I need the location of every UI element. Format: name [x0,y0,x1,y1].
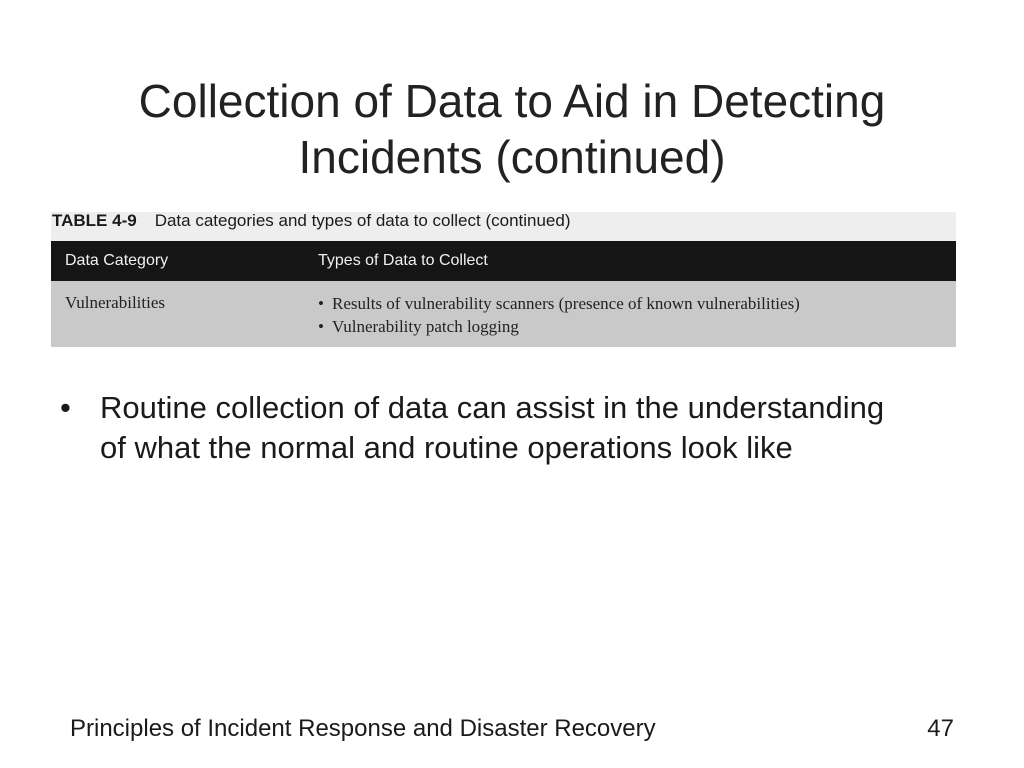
table-cell-types [318,281,956,347]
footer-text: Principles of Incident Response and Disaster Recovery [70,715,656,742]
table-header-types-of-data: Types of Data to Collect [318,252,488,269]
bullet-item [58,388,918,468]
table-row [51,281,956,347]
table-caption-text: Data categories and types of data to collect (continued) [154,211,571,230]
bullet-text: Routine collection of data can assist in the understanding of what the normal and routine operations look like [100,390,885,465]
bullet-dot-icon: • [60,390,71,425]
data-table-figure [51,208,956,347]
table-caption-label: TABLE 4-9 [52,211,137,230]
table-cell-category: Vulnerabilities [65,293,166,312]
bullet-list [58,388,918,468]
types-list [318,292,956,338]
types-list-item: • Results of vulnerability scanners (presence of known vulnerabilities) [318,292,956,315]
page-number: 47 [927,715,954,742]
table-header-row [51,241,956,281]
table-header-data-category: Data Category [65,252,169,269]
types-list-item: • Vulnerability patch logging [318,315,956,338]
slide-title: Collection of Data to Aid in Detecting Incidents (continued) [138,74,886,183]
